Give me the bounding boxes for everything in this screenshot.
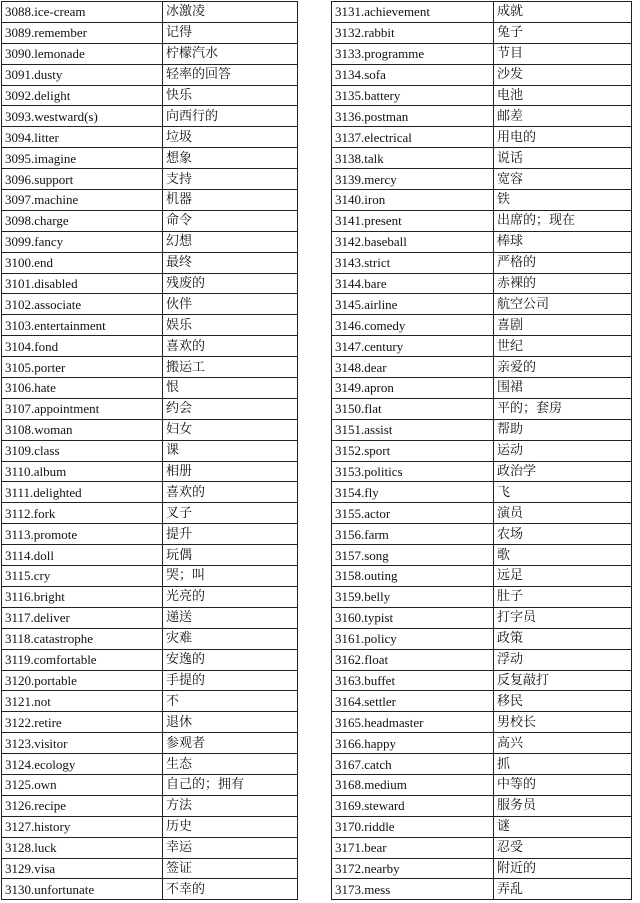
table-row [2, 85, 298, 106]
english-word-cell: 3132.rabbit [332, 22, 494, 43]
english-word-cell: 3152.sport [332, 440, 494, 461]
english-word-cell: 3129.visa [2, 858, 163, 879]
english-word-cell: 3107.appointment [2, 398, 163, 419]
table-row [332, 879, 632, 900]
table-row [332, 503, 632, 524]
chinese-meaning-cell: 抓 [494, 754, 632, 775]
english-word-cell: 3110.album [2, 461, 163, 482]
chinese-meaning-cell: 幻想 [163, 231, 298, 252]
english-word-cell: 3111.delighted [2, 482, 163, 503]
table-row [2, 22, 298, 43]
table-row [2, 378, 298, 399]
chinese-meaning-cell: 恨 [163, 378, 298, 399]
table-row [2, 503, 298, 524]
english-word-cell: 3141.present [332, 210, 494, 231]
table-row [332, 816, 632, 837]
english-word-cell: 3166.happy [332, 733, 494, 754]
table-row [2, 482, 298, 503]
chinese-meaning-cell: 亲爱的 [494, 357, 632, 378]
chinese-meaning-cell: 围裙 [494, 378, 632, 399]
english-word-cell: 3106.hate [2, 378, 163, 399]
table-row [332, 733, 632, 754]
chinese-meaning-cell: 农场 [494, 524, 632, 545]
table-row [2, 628, 298, 649]
english-word-cell: 3173.mess [332, 879, 494, 900]
english-word-cell: 3136.postman [332, 106, 494, 127]
english-word-cell: 3160.typist [332, 607, 494, 628]
english-word-cell: 3094.litter [2, 127, 163, 148]
table-row [2, 712, 298, 733]
chinese-meaning-cell: 成就 [494, 2, 632, 23]
table-row [332, 837, 632, 858]
chinese-meaning-cell: 垃圾 [163, 127, 298, 148]
table-row [2, 315, 298, 336]
chinese-meaning-cell: 世纪 [494, 336, 632, 357]
chinese-meaning-cell: 用电的 [494, 127, 632, 148]
english-word-cell: 3165.headmaster [332, 712, 494, 733]
table-row [2, 545, 298, 566]
table-row [332, 190, 632, 211]
english-word-cell: 3090.lemonade [2, 43, 163, 64]
table-row [2, 106, 298, 127]
chinese-meaning-cell: 冰激凌 [163, 2, 298, 23]
chinese-meaning-cell: 递送 [163, 607, 298, 628]
table-row [332, 482, 632, 503]
english-word-cell: 3115.cry [2, 566, 163, 587]
english-word-cell: 3127.history [2, 816, 163, 837]
chinese-meaning-cell: 高兴 [494, 733, 632, 754]
chinese-meaning-cell: 残废的 [163, 273, 298, 294]
chinese-meaning-cell: 想象 [163, 148, 298, 169]
table-row [332, 252, 632, 273]
chinese-meaning-cell: 反复敲打 [494, 670, 632, 691]
chinese-meaning-cell: 邮差 [494, 106, 632, 127]
vocab-table-left [1, 1, 298, 900]
table-row [332, 43, 632, 64]
chinese-meaning-cell: 快乐 [163, 85, 298, 106]
chinese-meaning-cell: 记得 [163, 22, 298, 43]
english-word-cell: 3124.ecology [2, 754, 163, 775]
chinese-meaning-cell: 铁 [494, 190, 632, 211]
table-row [332, 273, 632, 294]
table-row [332, 774, 632, 795]
chinese-meaning-cell: 男校长 [494, 712, 632, 733]
chinese-meaning-cell: 谜 [494, 816, 632, 837]
table-row [332, 628, 632, 649]
english-word-cell: 3138.talk [332, 148, 494, 169]
chinese-meaning-cell: 最终 [163, 252, 298, 273]
english-word-cell: 3142.baseball [332, 231, 494, 252]
english-word-cell: 3093.westward(s) [2, 106, 163, 127]
chinese-meaning-cell: 航空公司 [494, 294, 632, 315]
chinese-meaning-cell: 宽容 [494, 169, 632, 190]
table-row [332, 357, 632, 378]
chinese-meaning-cell: 说话 [494, 148, 632, 169]
english-word-cell: 3135.battery [332, 85, 494, 106]
english-word-cell: 3162.float [332, 649, 494, 670]
table-row [2, 566, 298, 587]
vocab-table-right-body [332, 2, 632, 900]
chinese-meaning-cell: 不 [163, 691, 298, 712]
chinese-meaning-cell: 喜欢的 [163, 482, 298, 503]
chinese-meaning-cell: 赤裸的 [494, 273, 632, 294]
table-row [332, 294, 632, 315]
table-row [2, 837, 298, 858]
english-word-cell: 3116.bright [2, 586, 163, 607]
table-row [2, 64, 298, 85]
english-word-cell: 3109.class [2, 440, 163, 461]
english-word-cell: 3163.buffet [332, 670, 494, 691]
english-word-cell: 3095.imagine [2, 148, 163, 169]
table-row [332, 712, 632, 733]
chinese-meaning-cell: 退休 [163, 712, 298, 733]
english-word-cell: 3101.disabled [2, 273, 163, 294]
english-word-cell: 3151.assist [332, 419, 494, 440]
english-word-cell: 3131.achievement [332, 2, 494, 23]
english-word-cell: 3092.delight [2, 85, 163, 106]
english-word-cell: 3128.luck [2, 837, 163, 858]
chinese-meaning-cell: 自己的；拥有 [163, 774, 298, 795]
table-row [2, 440, 298, 461]
chinese-meaning-cell: 叉子 [163, 503, 298, 524]
table-row [332, 106, 632, 127]
english-word-cell: 3153.politics [332, 461, 494, 482]
table-row [2, 649, 298, 670]
chinese-meaning-cell: 方法 [163, 795, 298, 816]
chinese-meaning-cell: 手提的 [163, 670, 298, 691]
english-word-cell: 3145.airline [332, 294, 494, 315]
table-row [2, 607, 298, 628]
chinese-meaning-cell: 轻率的回答 [163, 64, 298, 85]
chinese-meaning-cell: 相册 [163, 461, 298, 482]
english-word-cell: 3140.iron [332, 190, 494, 211]
table-row [332, 85, 632, 106]
english-word-cell: 3157.song [332, 545, 494, 566]
chinese-meaning-cell: 电池 [494, 85, 632, 106]
chinese-meaning-cell: 飞 [494, 482, 632, 503]
chinese-meaning-cell: 政策 [494, 628, 632, 649]
table-row [2, 774, 298, 795]
chinese-meaning-cell: 搬运工 [163, 357, 298, 378]
english-word-cell: 3097.machine [2, 190, 163, 211]
table-row [332, 127, 632, 148]
table-row [2, 336, 298, 357]
chinese-meaning-cell: 喜欢的 [163, 336, 298, 357]
table-row [2, 670, 298, 691]
table-row [2, 733, 298, 754]
chinese-meaning-cell: 忍受 [494, 837, 632, 858]
chinese-meaning-cell: 提升 [163, 524, 298, 545]
chinese-meaning-cell: 伙伴 [163, 294, 298, 315]
english-word-cell: 3121.not [2, 691, 163, 712]
english-word-cell: 3091.dusty [2, 64, 163, 85]
table-row [332, 691, 632, 712]
table-row [2, 148, 298, 169]
chinese-meaning-cell: 安逸的 [163, 649, 298, 670]
english-word-cell: 3108.woman [2, 419, 163, 440]
english-word-cell: 3170.riddle [332, 816, 494, 837]
english-word-cell: 3120.portable [2, 670, 163, 691]
chinese-meaning-cell: 签证 [163, 858, 298, 879]
table-row [332, 398, 632, 419]
chinese-meaning-cell: 政治学 [494, 461, 632, 482]
table-row [332, 754, 632, 775]
table-row [2, 524, 298, 545]
english-word-cell: 3119.comfortable [2, 649, 163, 670]
chinese-meaning-cell: 运动 [494, 440, 632, 461]
chinese-meaning-cell: 哭；叫 [163, 566, 298, 587]
chinese-meaning-cell: 光亮的 [163, 586, 298, 607]
chinese-meaning-cell: 移民 [494, 691, 632, 712]
chinese-meaning-cell: 棒球 [494, 231, 632, 252]
english-word-cell: 3104.fond [2, 336, 163, 357]
table-row [2, 795, 298, 816]
english-word-cell: 3088.ice-cream [2, 2, 163, 23]
english-word-cell: 3130.unfortunate [2, 879, 163, 900]
table-row [332, 378, 632, 399]
english-word-cell: 3123.visitor [2, 733, 163, 754]
table-row [332, 524, 632, 545]
table-row [2, 190, 298, 211]
table-row [2, 879, 298, 900]
chinese-meaning-cell: 喜剧 [494, 315, 632, 336]
english-word-cell: 3100.end [2, 252, 163, 273]
chinese-meaning-cell: 歌 [494, 545, 632, 566]
chinese-meaning-cell: 服务员 [494, 795, 632, 816]
table-row [2, 419, 298, 440]
chinese-meaning-cell: 出席的；现在 [494, 210, 632, 231]
english-word-cell: 3147.century [332, 336, 494, 357]
english-word-cell: 3143.strict [332, 252, 494, 273]
table-row [2, 43, 298, 64]
table-row [2, 357, 298, 378]
english-word-cell: 3096.support [2, 169, 163, 190]
table-row [2, 273, 298, 294]
chinese-meaning-cell: 向西行的 [163, 106, 298, 127]
chinese-meaning-cell: 参观者 [163, 733, 298, 754]
chinese-meaning-cell: 机器 [163, 190, 298, 211]
chinese-meaning-cell: 节目 [494, 43, 632, 64]
english-word-cell: 3099.fancy [2, 231, 163, 252]
table-row [332, 2, 632, 23]
english-word-cell: 3122.retire [2, 712, 163, 733]
chinese-meaning-cell: 肚子 [494, 586, 632, 607]
chinese-meaning-cell: 生态 [163, 754, 298, 775]
english-word-cell: 3134.sofa [332, 64, 494, 85]
chinese-meaning-cell: 附近的 [494, 858, 632, 879]
vocab-table-left-body [2, 2, 298, 900]
chinese-meaning-cell: 历史 [163, 816, 298, 837]
chinese-meaning-cell: 柠檬汽水 [163, 43, 298, 64]
table-row [2, 2, 298, 23]
table-row [332, 566, 632, 587]
table-row [2, 169, 298, 190]
table-row [332, 440, 632, 461]
english-word-cell: 3158.outing [332, 566, 494, 587]
english-word-cell: 3118.catastrophe [2, 628, 163, 649]
english-word-cell: 3098.charge [2, 210, 163, 231]
table-row [332, 419, 632, 440]
english-word-cell: 3144.bare [332, 273, 494, 294]
table-row [2, 754, 298, 775]
english-word-cell: 3154.fly [332, 482, 494, 503]
english-word-cell: 3114.doll [2, 545, 163, 566]
table-row [332, 607, 632, 628]
table-row [2, 691, 298, 712]
chinese-meaning-cell: 严格的 [494, 252, 632, 273]
table-row [2, 586, 298, 607]
english-word-cell: 3112.fork [2, 503, 163, 524]
english-word-cell: 3105.porter [2, 357, 163, 378]
table-row [2, 816, 298, 837]
english-word-cell: 3113.promote [2, 524, 163, 545]
chinese-meaning-cell: 玩偶 [163, 545, 298, 566]
chinese-meaning-cell: 约会 [163, 398, 298, 419]
table-row [2, 398, 298, 419]
table-row [332, 231, 632, 252]
chinese-meaning-cell: 不幸的 [163, 879, 298, 900]
english-word-cell: 3172.nearby [332, 858, 494, 879]
chinese-meaning-cell: 远足 [494, 566, 632, 587]
english-word-cell: 3133.programme [332, 43, 494, 64]
table-row [2, 252, 298, 273]
english-word-cell: 3171.bear [332, 837, 494, 858]
chinese-meaning-cell: 沙发 [494, 64, 632, 85]
chinese-meaning-cell: 帮助 [494, 419, 632, 440]
chinese-meaning-cell: 妇女 [163, 419, 298, 440]
table-row [2, 294, 298, 315]
english-word-cell: 3139.mercy [332, 169, 494, 190]
english-word-cell: 3150.flat [332, 398, 494, 419]
english-word-cell: 3164.settler [332, 691, 494, 712]
english-word-cell: 3155.actor [332, 503, 494, 524]
english-word-cell: 3117.deliver [2, 607, 163, 628]
table-row [332, 461, 632, 482]
chinese-meaning-cell: 支持 [163, 169, 298, 190]
table-row [332, 545, 632, 566]
table-row [332, 670, 632, 691]
english-word-cell: 3102.associate [2, 294, 163, 315]
english-word-cell: 3103.entertainment [2, 315, 163, 336]
table-row [332, 858, 632, 879]
table-row [332, 169, 632, 190]
table-row [332, 336, 632, 357]
table-row [332, 649, 632, 670]
chinese-meaning-cell: 命令 [163, 210, 298, 231]
table-row [2, 231, 298, 252]
table-row [332, 22, 632, 43]
chinese-meaning-cell: 弄乱 [494, 879, 632, 900]
table-row [2, 461, 298, 482]
chinese-meaning-cell: 打字员 [494, 607, 632, 628]
english-word-cell: 3146.comedy [332, 315, 494, 336]
chinese-meaning-cell: 课 [163, 440, 298, 461]
table-row [332, 586, 632, 607]
chinese-meaning-cell: 幸运 [163, 837, 298, 858]
english-word-cell: 3161.policy [332, 628, 494, 649]
chinese-meaning-cell: 中等的 [494, 774, 632, 795]
english-word-cell: 3168.medium [332, 774, 494, 795]
chinese-meaning-cell: 平的；套房 [494, 398, 632, 419]
chinese-meaning-cell: 娱乐 [163, 315, 298, 336]
table-row [332, 64, 632, 85]
table-row [332, 210, 632, 231]
chinese-meaning-cell: 兔子 [494, 22, 632, 43]
english-word-cell: 3137.electrical [332, 127, 494, 148]
english-word-cell: 3156.farm [332, 524, 494, 545]
table-row [332, 315, 632, 336]
english-word-cell: 3167.catch [332, 754, 494, 775]
chinese-meaning-cell: 灾难 [163, 628, 298, 649]
english-word-cell: 3126.recipe [2, 795, 163, 816]
table-row [2, 127, 298, 148]
chinese-meaning-cell: 浮动 [494, 649, 632, 670]
english-word-cell: 3089.remember [2, 22, 163, 43]
table-row [332, 795, 632, 816]
english-word-cell: 3169.steward [332, 795, 494, 816]
table-row [2, 858, 298, 879]
vocab-table-right [331, 1, 632, 900]
english-word-cell: 3159.belly [332, 586, 494, 607]
english-word-cell: 3149.apron [332, 378, 494, 399]
table-row [332, 148, 632, 169]
english-word-cell: 3125.own [2, 774, 163, 795]
english-word-cell: 3148.dear [332, 357, 494, 378]
chinese-meaning-cell: 演员 [494, 503, 632, 524]
table-row [2, 210, 298, 231]
